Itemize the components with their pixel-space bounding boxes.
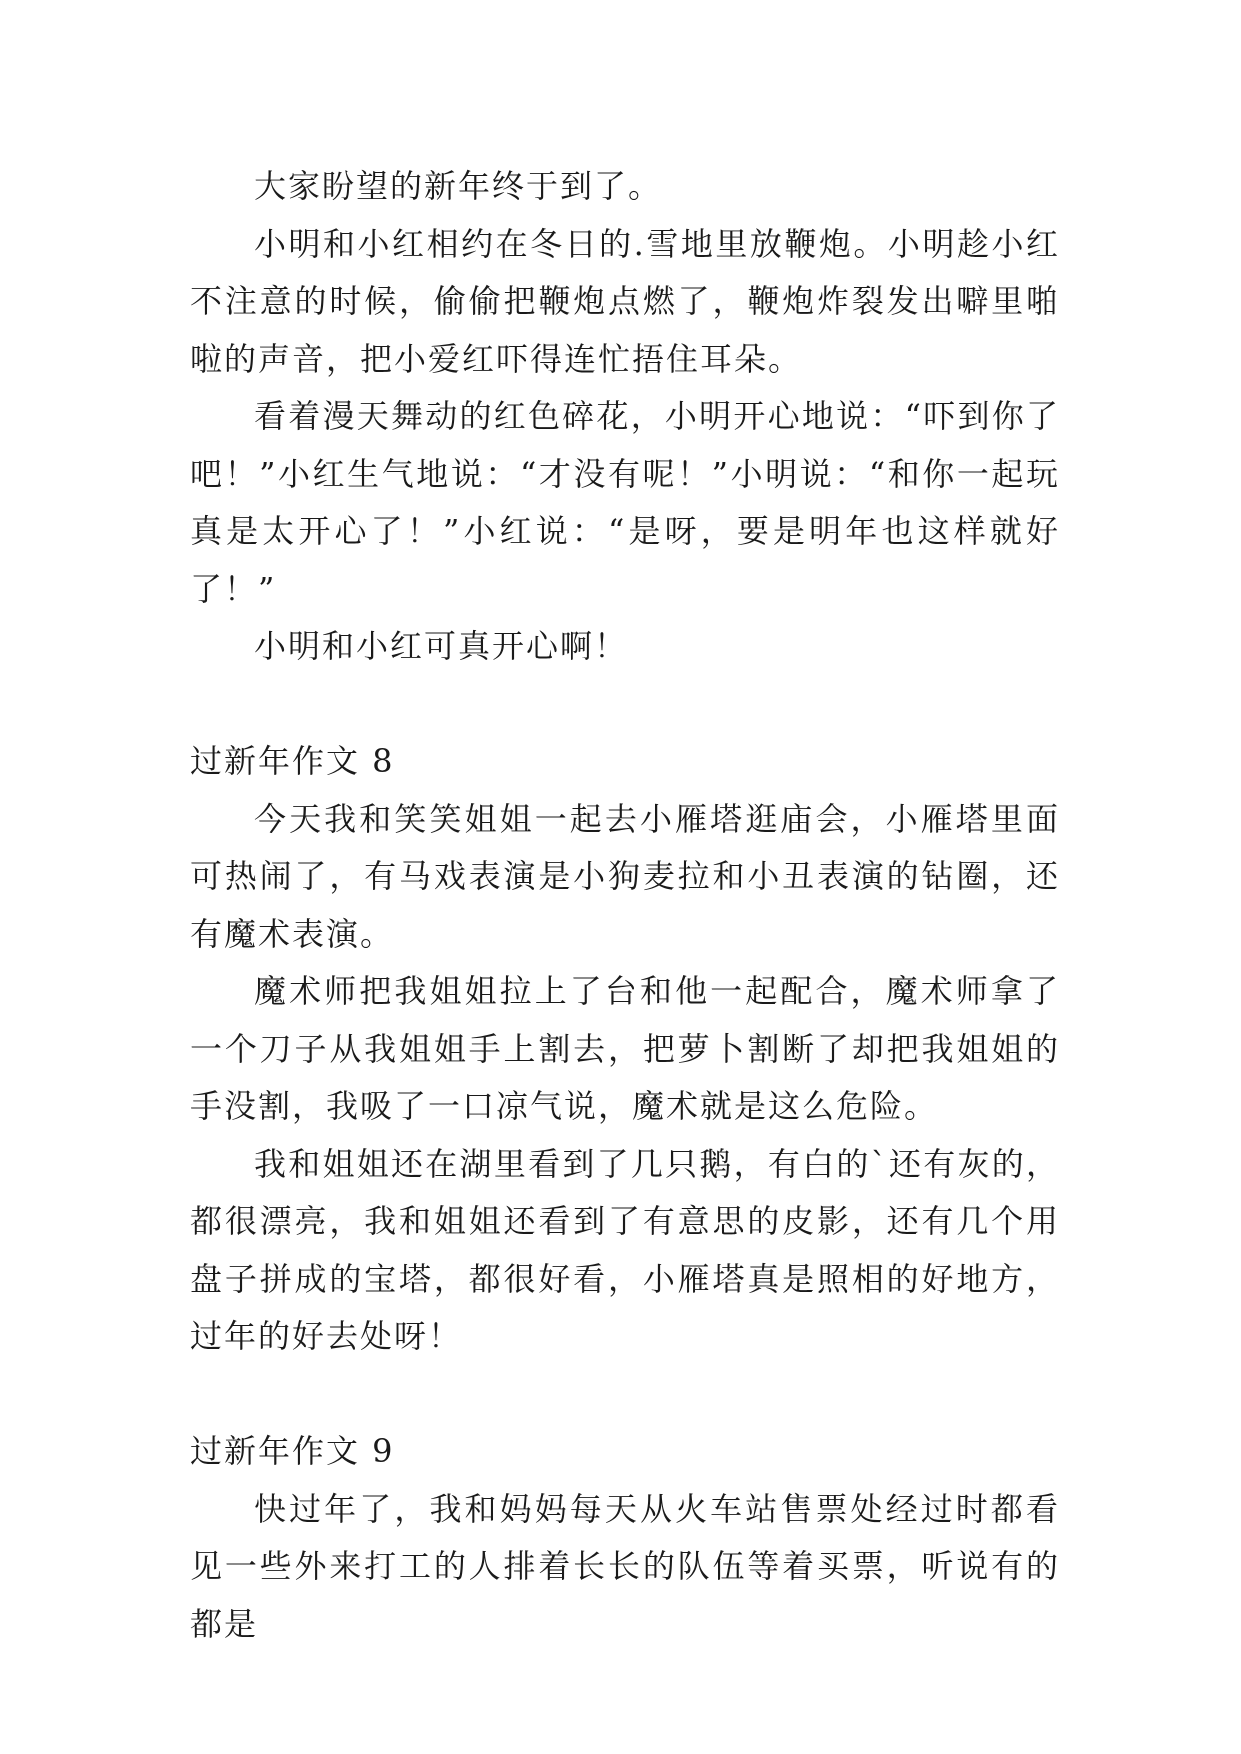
paragraph: 大家盼望的新年终于到了。 bbox=[254, 167, 663, 205]
paragraph: 快过年了，我和妈妈每天从火车站售票处经过时都看见一些外来打工的人排着长长的队伍等着买票，听说有的都是 bbox=[190, 1489, 1060, 1643]
section-heading-9: 过新年作文 9 bbox=[190, 1432, 395, 1470]
paragraph: 魔术师把我姐姐拉上了台和他一起配合，魔术师拿了一个刀子从我姐姐手上割去，把萝卜割断了却把我姐姐的手没割，我吸了一口凉气说，魔术就是这么危险。 bbox=[190, 972, 1060, 1125]
paragraph: 看着漫天舞动的红色碎花，小明开心地说：“吓到你了吧！”小红生气地说：“才没有呢！”小明说：“和你一起玩真是太开心了！”小红说：“是呀，要是明年也这样就好了！” bbox=[190, 397, 1060, 608]
section-heading-8: 过新年作文 8 bbox=[190, 742, 395, 780]
paragraph: 今天我和笑笑姐姐一起去小雁塔逛庙会，小雁塔里面可热闹了，有马戏表演是小狗麦拉和小丑表演的钻圈，还有魔术表演。 bbox=[190, 799, 1060, 953]
document-body bbox=[190, 158, 1060, 1653]
paragraph: 小明和小红可真开心啊！ bbox=[254, 627, 629, 665]
paragraph: 小明和小红相约在冬日的.雪地里放鞭炮。小明趁小红不注意的时候，偷偷把鞭炮点燃了，鞭炮炸裂发出噼里啪啦的声音，把小爱红吓得连忙捂住耳朵。 bbox=[190, 224, 1060, 378]
paragraph: 我和姐姐还在湖里看到了几只鹅，有白的`还有灰的，都很漂亮，我和姐姐还看到了有意思的皮影，还有几个用盘子拼成的宝塔，都很好看，小雁塔真是照相的好地方，过年的好去处呀！ bbox=[190, 1144, 1060, 1355]
